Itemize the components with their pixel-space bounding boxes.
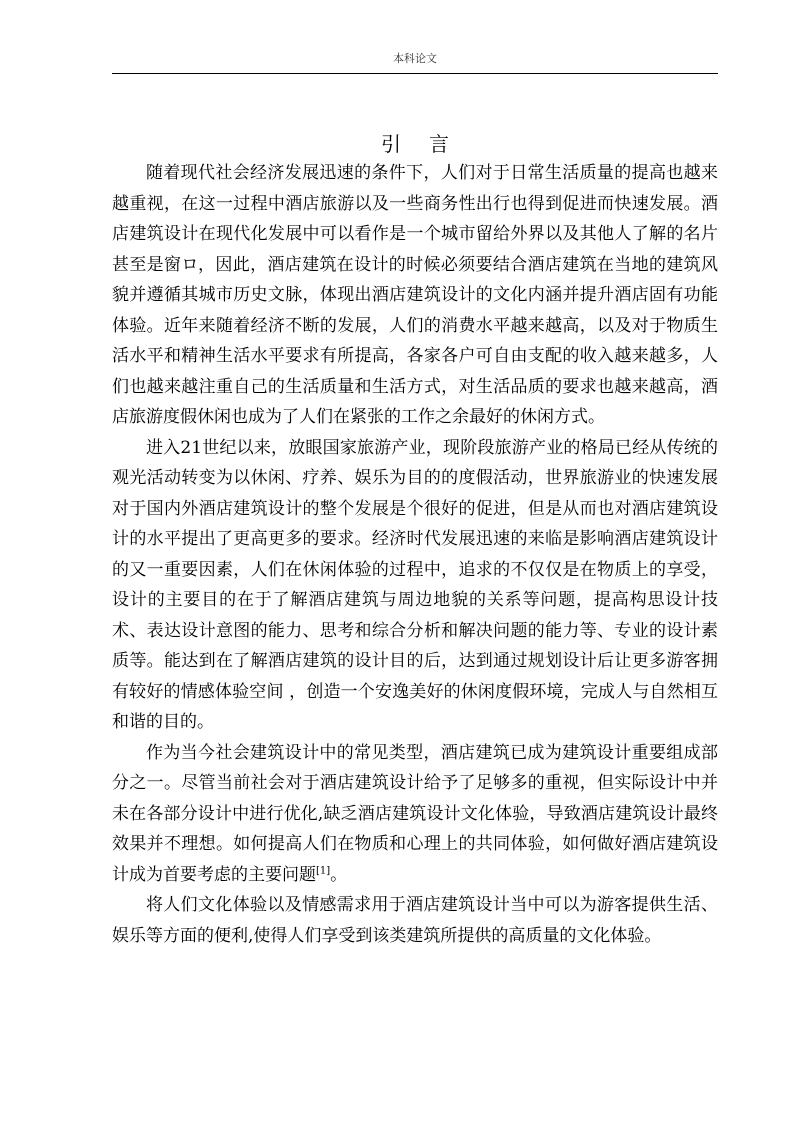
paragraph-3-end: 。	[330, 864, 348, 885]
running-header: 本科论文	[393, 52, 437, 65]
document-body	[112, 158, 718, 951]
paragraph-4: 将人们文化体验以及情感需求用于酒店建筑设计当中可以为游客提供生活、娱乐等方面的便利,使得人们享受到该类建筑所提供的高质量的文化体验。	[112, 895, 718, 946]
paragraph-2: 进入21世纪以来，放眼国家旅游产业，现阶段旅游产业的格局已经从传统的观光活动转变为以休闲、疗养、娱乐为目的的度假活动，世界旅游业的快速发展对于国内外酒店建筑设计的整个发展是个很好的促进，但是从而也对酒店建筑设计的水平提出了更高更多的要求。经济时代发展迅速的来临是影响酒店建筑设计的又一重要因素，人们在休闲体验的过程中，追求的不仅仅是在物质上的享受，设计的主要目的在于了解酒店建筑与周边地貌的关系等问题，提高构思设计技术、表达设计意图的能力、思考和综合分析和解决问题的能力等、专业的设计素质等。能达到在了解酒店建筑的设计目的后，达到通过规划设计后让更多游客拥有较好的情感体验空间 ，创造一个安逸美好的休闲度假环境，完成人与自然相互和谐的目的。	[112, 437, 718, 732]
section-title: 引言	[381, 132, 477, 156]
citation-marker[interactable]: [1]	[316, 864, 331, 876]
paragraph-1: 随着现代社会经济发展迅速的条件下，人们对于日常生活质量的提高也越来越重视，在这一过程中酒店旅游以及一些商务性出行也得到促进而快速发展。酒店建筑设计在现代化发展中可以看作是一个城市留给外界以及其他人了解的名片甚至是窗ロ，因此，酒店建筑在设计的时候必须要结合酒店建筑在当地的建筑风貌并遵循其城市历史文脉，体现出酒店建筑设计的文化内涵并提升酒店固有功能体验。近年来随着经济不断的发展，人们的消费水平越来越高，以及对于物质生活水平和精神生活水平要求有所提高，各家各户可自由支配的收入越来越多，人们也越来越注重自己的生活质量和生活方式，对生活品质的要求也越来越高，酒店旅游度假休闲也成为了人们在紧张的工作之余最好的休闲方式。	[112, 163, 718, 427]
header-rule	[112, 73, 718, 74]
paragraph-3-text: 作为当今社会建筑设计中的常见类型，酒店建筑已成为建筑设计重要组成部分之一。尽管当前社会对于酒店建筑设计给予了足够多的重视，但实际设计中并未在各部分设计中进行优化,缺乏酒店建筑设计文化体验，导致酒店建筑设计最终效果并不理想。如何提高人们在物质和心理上的共同体验，如何做好酒店建筑设计成为首要考虑的主要问题	[112, 742, 718, 885]
paragraph-3	[112, 738, 718, 891]
